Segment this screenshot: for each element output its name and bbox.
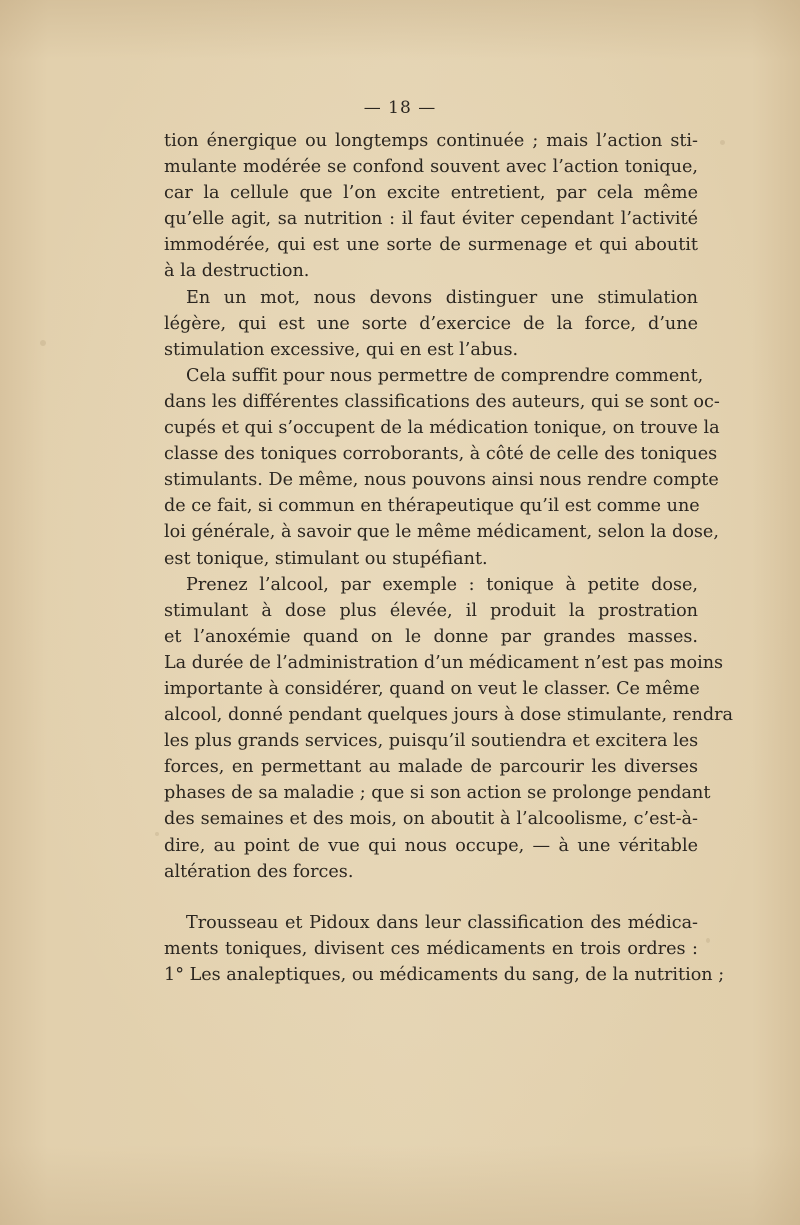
text-line: Prenez l’alcool, par exemple : tonique à petite dose, bbox=[186, 574, 698, 595]
text-line: Trousseau et Pidoux dans leur classification des médica- bbox=[186, 912, 698, 933]
text-line: stimulant à dose plus élevée, il produit la prostration bbox=[164, 600, 698, 621]
paragraph bbox=[164, 363, 720, 572]
text-line: Cela suffit pour nous permettre de comprendre comment, bbox=[186, 365, 704, 386]
paragraph bbox=[164, 285, 698, 363]
text-line: classe des toniques corroborants, à côté de celle des toniques bbox=[164, 444, 718, 465]
text-line: altération des forces. bbox=[164, 861, 354, 882]
section-gap bbox=[164, 885, 698, 910]
text-line: dire, au point de vue qui nous occupe, — à une véritable bbox=[164, 835, 698, 856]
paragraph bbox=[164, 572, 734, 885]
text-line: immodérée, qui est une sorte de surmenage et qui aboutit bbox=[164, 235, 698, 256]
text-line: mulante modérée se confond souvent avec l’action tonique, bbox=[164, 157, 698, 178]
text-line: est tonique, stimulant ou stupéfiant. bbox=[164, 548, 488, 569]
text-line: phases de sa maladie ; que si son action se prolonge pendant bbox=[164, 783, 711, 804]
paper-stain bbox=[720, 140, 725, 145]
text-line: à la destruction. bbox=[164, 261, 310, 282]
paragraph bbox=[164, 910, 725, 988]
text-line: stimulants. De même, nous pouvons ainsi nous rendre compte bbox=[164, 470, 719, 491]
text-line: forces, en permettant au malade de parcourir les diverses bbox=[164, 757, 698, 778]
text-line: stimulation excessive, qui en est l’abus. bbox=[164, 339, 519, 360]
text-line: légère, qui est une sorte d’exercice de la force, d’une bbox=[164, 313, 698, 334]
text-line: dans les différentes classifications des auteurs, qui se sont oc- bbox=[164, 391, 720, 412]
paper-stain bbox=[40, 340, 46, 346]
page-number: — 18 — bbox=[363, 98, 437, 118]
text-line: alcool, donné pendant quelques jours à dose stimulante, rendra bbox=[164, 705, 734, 726]
text-line: les plus grands services, puisqu’il soutiendra et excitera les bbox=[164, 731, 699, 752]
paper-stain bbox=[706, 938, 710, 943]
text-line: En un mot, nous devons distinguer une stimulation bbox=[186, 287, 698, 308]
text-line: de ce fait, si commun en thérapeutique qu’il est comme une bbox=[164, 496, 700, 517]
text-line: et l’anoxémie quand on le donne par grandes masses. bbox=[164, 626, 698, 647]
text-line: tion énergique ou longtemps continuée ; mais l’action sti- bbox=[164, 131, 698, 151]
text-line: importante à considérer, quand on veut le classer. Ce même bbox=[164, 678, 700, 699]
text-line: cupés et qui s’occupent de la médication tonique, on trouve la bbox=[164, 418, 720, 439]
text-line: loi générale, à savoir que le même médicament, selon la dose, bbox=[164, 522, 719, 543]
text-line: 1° Les analeptiques, ou médicaments du sang, de la nutrition ; bbox=[164, 964, 725, 985]
text-line: ments toniques, divisent ces médicaments en trois ordres : bbox=[164, 938, 698, 959]
paragraph bbox=[164, 128, 698, 285]
paper-stain bbox=[155, 832, 159, 836]
body-text bbox=[164, 128, 734, 988]
text-line: des semaines et des mois, on aboutit à l’alcoolisme, c’est-à- bbox=[164, 809, 698, 830]
text-line: car la cellule que l’on excite entretient, par cela même bbox=[164, 183, 698, 204]
text-line: La durée de l’administration d’un médicament n’est pas moins bbox=[164, 652, 724, 673]
text-line: qu’elle agit, sa nutrition : il faut éviter cependant l’activité bbox=[164, 209, 698, 230]
